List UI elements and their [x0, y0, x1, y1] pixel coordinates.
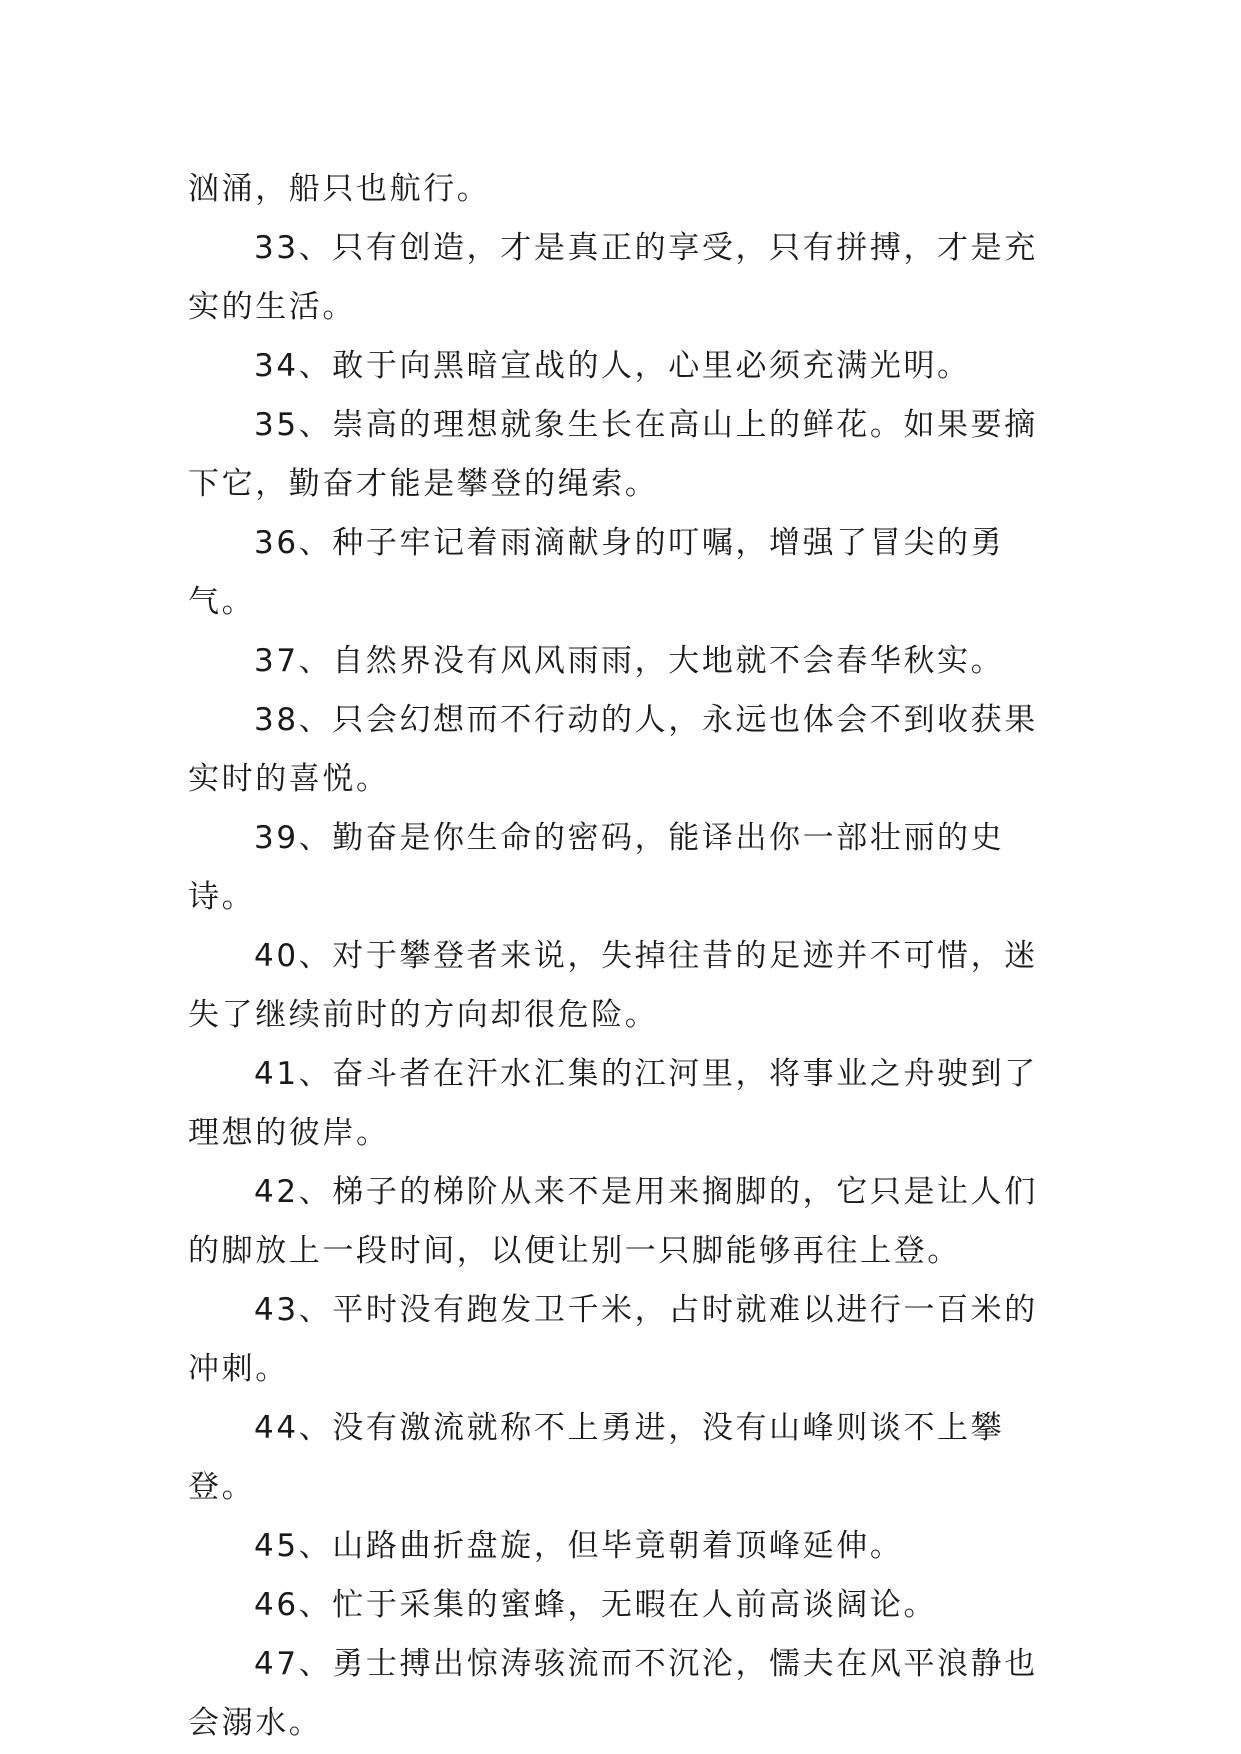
document-body — [188, 160, 1056, 1753]
quote-paragraph: 45、山路曲折盘旋，但毕竟朝着顶峰延伸。 — [254, 1528, 904, 1564]
paragraph-continuation: 汹涌，船只也航行。 — [188, 171, 491, 207]
quote-paragraph: 33、只有创造，才是真正的享受，只有拼搏，才是充实的生活。 — [188, 230, 1038, 325]
quote-paragraph: 34、敢于向黑暗宣战的人，心里必须充满光明。 — [254, 348, 971, 384]
quote-paragraph: 35、崇高的理想就象生长在高山上的鲜花。如果要摘下它，勤奋才能是攀登的绳索。 — [188, 407, 1038, 502]
quote-paragraph: 42、梯子的梯阶从来不是用来搁脚的，它只是让人们的脚放上一段时间，以便让别一只脚能够再往上登。 — [188, 1174, 1038, 1269]
quote-paragraph: 37、自然界没有风风雨雨，大地就不会春华秋实。 — [254, 643, 1005, 679]
quote-paragraph: 39、勤奋是你生命的密码，能译出你一部壮丽的史诗。 — [188, 820, 1005, 915]
quote-paragraph: 36、种子牢记着雨滴献身的叮嘱，增强了冒尖的勇气。 — [188, 525, 1005, 620]
quote-paragraph: 38、只会幻想而不行动的人，永远也体会不到收获果实时的喜悦。 — [188, 702, 1038, 797]
quote-paragraph: 47、勇士搏出惊涛骇流而不沉沦，懦夫在风平浪静也会溺水。 — [188, 1646, 1038, 1741]
quote-paragraph: 43、平时没有跑发卫千米，占时就难以进行一百米的冲刺。 — [188, 1292, 1038, 1387]
quote-paragraph: 41、奋斗者在汗水汇集的江河里，将事业之舟驶到了理想的彼岸。 — [188, 1056, 1038, 1151]
quote-paragraph: 44、没有激流就称不上勇进，没有山峰则谈不上攀登。 — [188, 1410, 1005, 1505]
quote-paragraph: 40、对于攀登者来说，失掉往昔的足迹并不可惜，迷失了继续前时的方向却很危险。 — [188, 938, 1038, 1033]
quote-paragraph: 46、忙于采集的蜜蜂，无暇在人前高谈阔论。 — [254, 1587, 938, 1623]
